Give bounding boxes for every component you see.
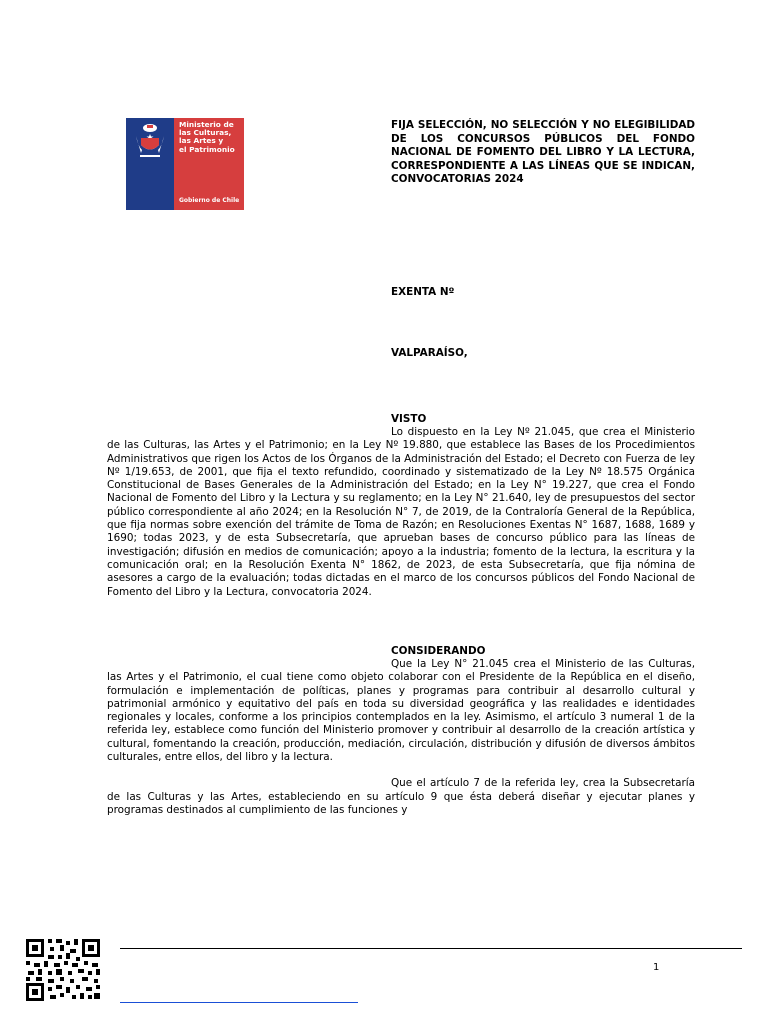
considerando-paragraph-2: Que el artículo 7 de la referida ley, crea la Subsecretaría de las Culturas y las Artes, estableciendo en su artículo 9 que ésta deberá diseñar y ejecutar planes y programas destinados al cumplimiento de las funciones y	[107, 777, 695, 816]
qr-code-icon	[26, 939, 100, 1001]
exenta-label: EXENTA Nº	[391, 286, 455, 298]
footer-divider	[120, 948, 742, 949]
visto-section	[107, 426, 695, 599]
visto-paragraph: Lo dispuesto en la Ley Nº 21.045, que crea el Ministerio de las Culturas, las Artes y el Patrimonio; en la Ley Nº 19.880, que establece las Bases de los Procedimientos Administrativos que rigen los Actos de los Órganos de la Administración del Estado; el Decreto con Fuerza de ley Nº 1/19.653, de 2001, que fija el texto refundido, coordinado y sistematizado de la Ley Nº 18.575 Orgánica Constitucional de Bases Generales de la Administración del Estado; en la Ley N° 19.227, que crea el Fondo Nacional de Fomento del Libro y la Lectura y su reglamento; en la Ley N° 21.640, ley de presupuestos del sector público correspondiente al año 2024; en la Resolución N° 7, de 2019, de la Contraloría General de la República, que fija normas sobre exención del trámite de Toma de Razón; en Resoluciones Exentas N° 1687, 1688, 1689 y 1690; todas 2023, y de esta Subsecretaría, que aprueban bases de concurso público para las líneas de investigación; difusión en medios de comunicación; apoyo a la industria; fomento de la lectura, la escritura y la comunicación oral; en la Resolución Exenta N° 1862, de 2023, de esta Subsecretaría, que fija nómina de asesores a cargo de la evaluación; todas dictadas en el marco de los concursos públicos del Fondo Nacional de Fomento del Libro y la Lectura, convocatoria 2024.	[107, 426, 695, 598]
coat-of-arms-icon	[134, 122, 166, 162]
resolution-title: FIJA SELECCIÓN, NO SELECCIÓN Y NO ELEGIBILIDAD DE LOS CONCURSOS PÚBLICOS DEL FONDO NACIONAL DE FOMENTO DEL LIBRO Y LA LECTURA, CORRESPONDIENTE A LAS LÍNEAS QUE SE INDICAN, CONVOCATORIAS 2024	[391, 119, 695, 185]
place-label: VALPARAÍSO,	[391, 347, 468, 359]
page-number: 1	[653, 962, 660, 973]
considerando-paragraph-1: Que la Ley N° 21.045 crea el Ministerio de las Culturas, las Artes y el Patrimonio, el cual tiene como objeto colaborar con el Presidente de la República en el diseño, formulación e implementación de políticas, planes y programas para contribuir al desarrollo cultural y patrimonial armónico y equitativo del país en toda su diversidad geográfica y las realidades e identidades regionales y locales, conforme a los principios contemplados en la ley. Asimismo, el artículo 3 numeral 1 de la referida ley, establece como función del Ministerio promover y contribuir al desarrollo de la creación artística y cultural, fomentando la creación, producción, mediación, circulación, distribución y difusión de diversos ámbitos culturales, entre ellos, del libro y la lectura.	[107, 658, 695, 764]
footnote-link-underline[interactable]	[120, 1002, 358, 1003]
ministry-logo	[126, 118, 244, 210]
logo-government-label: Gobierno de Chile	[179, 197, 240, 204]
visto-heading: VISTO	[391, 413, 427, 425]
considerando-section	[107, 658, 695, 817]
considerando-heading: CONSIDERANDO	[391, 645, 486, 657]
logo-ministry-name: Ministerio de las Culturas, las Artes y el Patrimonio	[179, 120, 235, 154]
